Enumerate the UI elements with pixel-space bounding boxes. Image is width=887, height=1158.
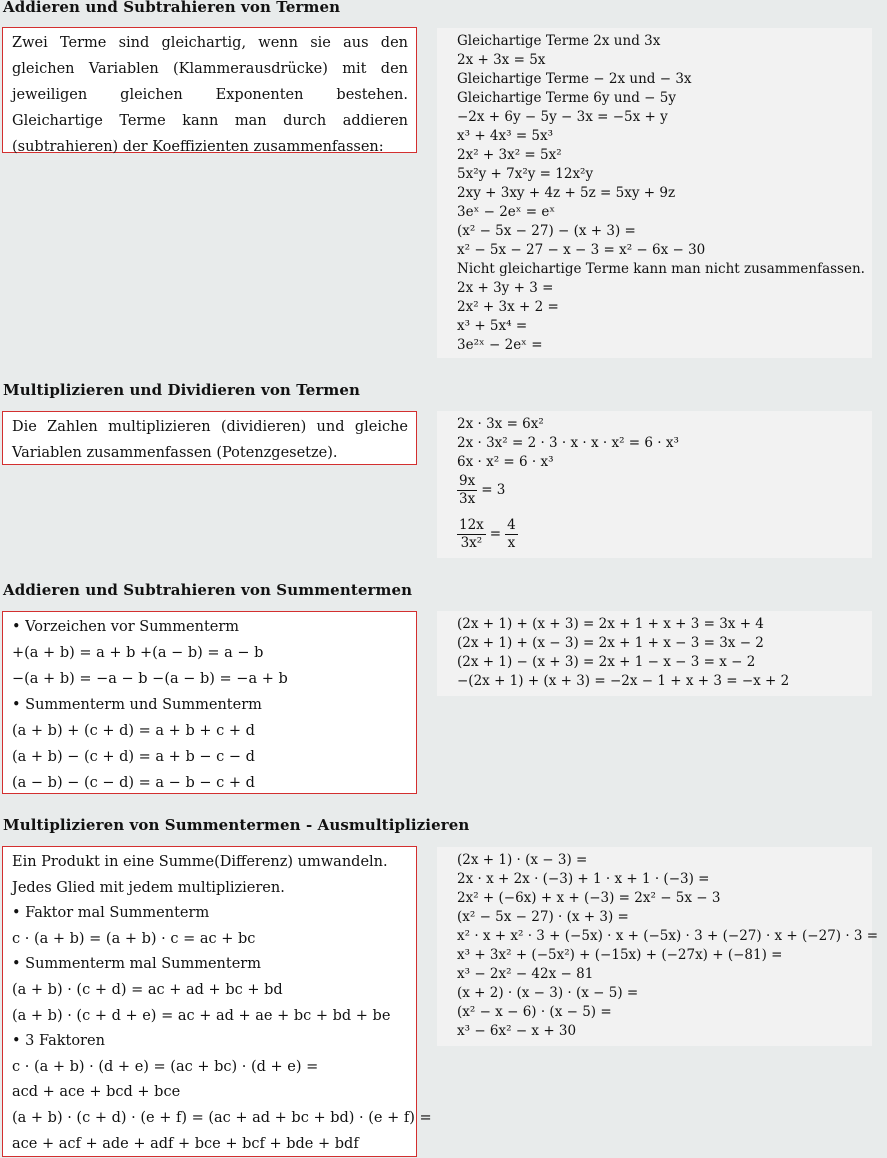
fraction-example — [457, 512, 872, 556]
rule-line: Ein Produkt in eine Summe(Differenz) umwandeln. — [12, 854, 388, 870]
fraction-numerator: 9x — [459, 472, 476, 489]
example-line: (x² − x − 6) · (x − 5) = — [457, 1004, 612, 1020]
rule-line: • 3 Faktoren — [12, 1033, 105, 1050]
fraction — [505, 517, 518, 552]
example-line: Nicht gleichartige Terme kann man nicht zusammenfassen. — [457, 261, 865, 277]
rule-box-summenterme — [2, 611, 417, 794]
rule-box-ausmultiplizieren — [2, 846, 432, 1157]
rule-line: c · (a + b) · (d + e) = (ac + bc) · (d + e) = — [12, 1058, 319, 1075]
rule-line: +(a + b) = a + b +(a − b) = a − b — [12, 645, 264, 661]
rule-line: • Vorzeichen vor Summenterm — [12, 619, 240, 635]
section-title-summenterme: Addieren und Subtrahieren von Summentermen — [3, 581, 413, 599]
example-line: 2x · 3x² = 2 · 3 · x · x · x² = 6 · x³ — [457, 435, 679, 451]
example-line: 6x · x² = 6 · x³ — [457, 454, 554, 470]
example-line: 3e²ˣ − 2eˣ = — [457, 337, 543, 353]
example-line: x² − 5x − 27 − x − 3 = x² − 6x − 30 — [457, 242, 706, 258]
example-box-multiplizieren-termen — [437, 411, 872, 558]
equals-sign: = — [489, 525, 502, 542]
example-line: x³ + 5x⁴ = — [457, 318, 528, 334]
rule-line: • Faktor mal Summenterm — [12, 905, 210, 922]
example-line: (x² − 5x − 27) · (x + 3) = — [457, 909, 629, 925]
example-line: −(2x + 1) + (x + 3) = −2x − 1 + x + 3 = −x + 2 — [457, 673, 790, 689]
rule-line: c · (a + b) = (a + b) · c = ac + bc — [12, 930, 256, 947]
example-line: x³ − 6x² − x + 30 — [457, 1023, 577, 1039]
rule-line: (a + b) · (c + d + e) = ac + ad + ae + bc + bd + be — [12, 1007, 391, 1024]
example-line: (2x + 1) − (x + 3) = 2x + 1 − x − 3 = x − 2 — [457, 654, 756, 670]
fraction-example — [457, 472, 872, 508]
example-line: Gleichartige Terme − 2x und − 3x — [457, 71, 692, 87]
fraction — [457, 517, 486, 552]
example-line: x³ + 4x³ = 5x³ — [457, 128, 554, 144]
fraction-numerator: 4 — [507, 516, 516, 533]
section-title-multiplizieren-termen: Multiplizieren und Dividieren von Termen — [3, 381, 361, 399]
example-line: −2x + 6y − 5y − 3x = −5x + y — [457, 109, 668, 125]
example-line: (2x + 1) + (x + 3) = 2x + 1 + x + 3 = 3x + 4 — [457, 616, 764, 632]
example-line: (2x + 1) · (x − 3) = — [457, 852, 588, 868]
rule-line: −(a + b) = −a − b −(a − b) = −a + b — [12, 671, 288, 687]
rule-line: ace + acf + ade + adf + bce + bcf + bde + bdf — [12, 1135, 359, 1152]
example-line: 2x + 3x = 5x — [457, 52, 546, 68]
example-line: 2x + 3y + 3 = — [457, 280, 554, 296]
rule-line: (a + b) − (c + d) = a + b − c − d — [12, 749, 255, 765]
fraction-result: = 3 — [481, 481, 506, 498]
example-box-ausmultiplizieren — [437, 847, 879, 1046]
rule-box-multiplizieren-termen — [2, 411, 417, 465]
fraction-denominator: 3x² — [460, 534, 483, 551]
example-line: x² · x + x² · 3 + (−5x) · x + (−5x) · 3 + (−27) · x + (−27) · 3 = — [457, 928, 879, 944]
example-box-summenterme — [437, 611, 872, 696]
rule-line: Jedes Glied mit jedem multiplizieren. — [12, 879, 285, 896]
example-line: 2x² + 3x² = 5x² — [457, 147, 562, 163]
example-line: (x + 2) · (x − 3) · (x − 5) = — [457, 985, 639, 1001]
example-line: 5x²y + 7x²y = 12x²y — [457, 166, 594, 182]
rule-line: • Summenterm mal Summenterm — [12, 956, 261, 973]
example-line: 2x² + 3x + 2 = — [457, 299, 559, 315]
rule-line: • Summenterm und Summenterm — [12, 697, 262, 713]
rule-text: Zwei Terme sind gleichartig, wenn sie aus den gleichen Variablen (Klammerausdrücke) mit den jeweiligen gleichen Exponenten bestehen. Gleichartige Terme kann man durch addieren (subtrahieren) der Koeffizienten zusammenfassen: — [12, 35, 408, 155]
section-title-addieren-termen: Addieren und Subtrahieren von Termen — [3, 0, 341, 16]
rule-line: acd + ace + bcd + bce — [12, 1084, 181, 1101]
example-line: 2xy + 3xy + 4z + 5z = 5xy + 9z — [457, 185, 676, 201]
example-line: x³ − 2x² − 42x − 81 — [457, 966, 594, 982]
example-line: (2x + 1) + (x − 3) = 2x + 1 + x − 3 = 3x − 2 — [457, 635, 764, 651]
rule-line: (a + b) + (c + d) = a + b + c + d — [12, 723, 255, 739]
fraction — [457, 473, 477, 508]
example-line: 2x · 3x = 6x² — [457, 416, 544, 432]
rule-line: (a + b) · (c + d) = ac + ad + bc + bd — [12, 981, 283, 998]
rule-line: (a + b) · (c + d) · (e + f) = (ac + ad + bc + bd) · (e + f) = — [12, 1109, 432, 1126]
example-line: Gleichartige Terme 2x und 3x — [457, 33, 661, 49]
example-line: 3eˣ − 2eˣ = eˣ — [457, 204, 556, 220]
example-line: x³ + 3x² + (−5x²) + (−15x) + (−27x) + (−81) = — [457, 947, 783, 963]
example-line: 2x · x + 2x · (−3) + 1 · x + 1 · (−3) = — [457, 871, 710, 887]
fraction-denominator: 3x — [459, 490, 476, 507]
rule-text: Die Zahlen multiplizieren (dividieren) und gleiche Variablen zusammenfassen (Potenzgesetze). — [12, 419, 408, 461]
rule-box-addieren-termen — [2, 27, 417, 153]
fraction-denominator: x — [507, 534, 516, 551]
example-line: (x² − 5x − 27) − (x + 3) = — [457, 223, 636, 239]
section-title-ausmultiplizieren: Multiplizieren von Summentermen - Ausmultiplizieren — [3, 816, 470, 834]
fraction-numerator: 12x — [459, 516, 484, 533]
example-line: Gleichartige Terme 6y und − 5y — [457, 90, 676, 106]
example-box-addieren-termen — [437, 28, 872, 358]
rule-line: (a − b) − (c − d) = a − b − c + d — [12, 775, 255, 791]
example-line: 2x² + (−6x) + x + (−3) = 2x² − 5x − 3 — [457, 890, 721, 906]
